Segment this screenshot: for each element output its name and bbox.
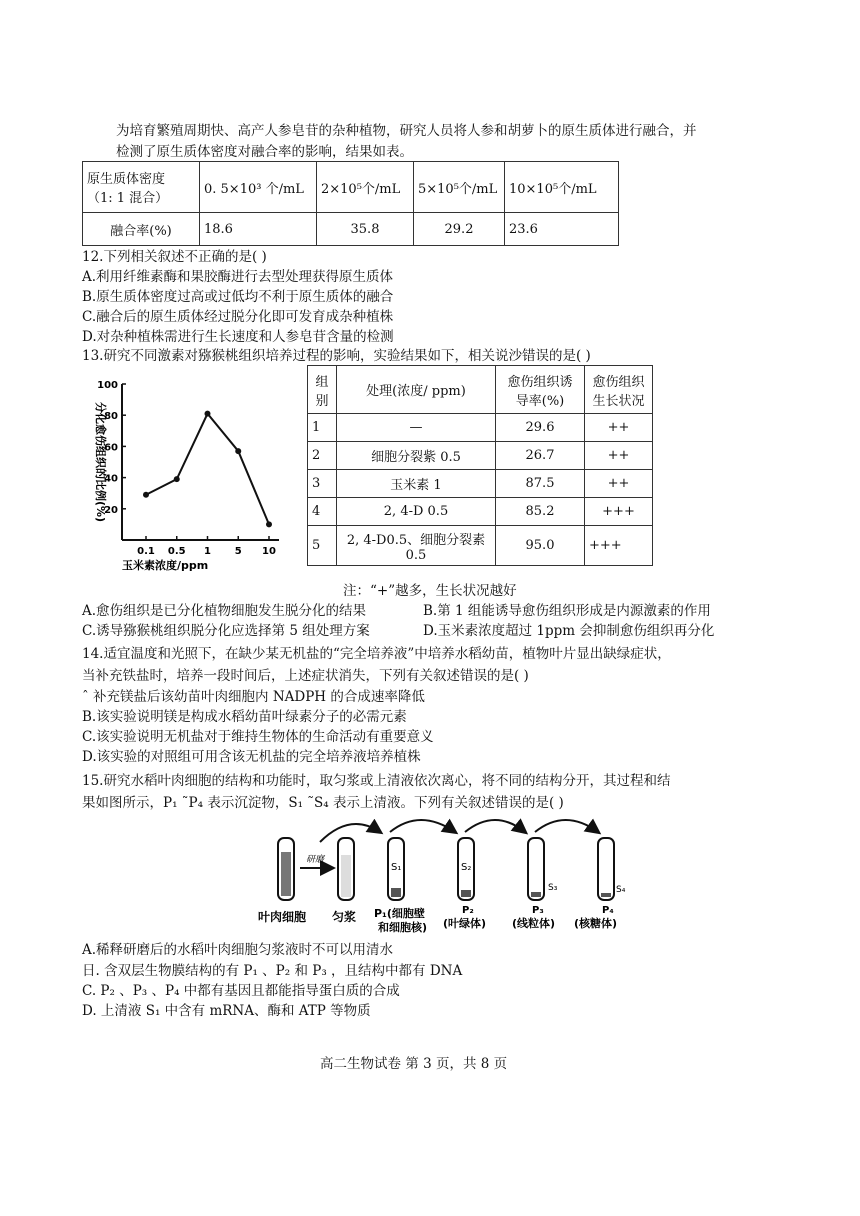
row4-growth: +++ — [585, 498, 653, 526]
chart-ticks — [97, 380, 276, 557]
data-point — [174, 476, 180, 482]
p4-sublabel: (核糖体) — [574, 917, 618, 930]
table-row — [308, 414, 653, 442]
q12-option-b: B.原生质体密度过高或过低均不利于原生质体的融合 — [82, 289, 394, 305]
row3-treat: 玉米素 1 — [337, 470, 496, 498]
density-header-line1: 原生质体密度 — [87, 172, 166, 187]
x-tick-label: 0.5 — [167, 546, 186, 557]
row5-growth: +++ — [585, 526, 653, 566]
hormone-table — [307, 365, 653, 566]
row4-group: 4 — [308, 498, 337, 526]
s4-label: S₄ — [616, 885, 626, 895]
homogenate-contents — [341, 855, 351, 897]
q15-option-a: A.稀释研磨后的水稻叶肉细胞匀浆液时不可以用清水 — [82, 942, 394, 958]
q12-stem: 12.下列相关叙述不正确的是( ) — [82, 249, 267, 265]
q13-option-d: D.玉米素浓度超过 1ppm 会抑制愈伤组织再分化 — [423, 623, 715, 639]
s1-label: S₁ — [391, 862, 402, 873]
x-tick-label: 5 — [234, 546, 242, 557]
data-point — [266, 521, 272, 527]
rate-header: 融合率(%) — [83, 213, 200, 246]
x-tick-label: 10 — [262, 546, 276, 557]
q14-option-c: C.该实验说明无机盐对于维持生物体的生命活动有重要意义 — [82, 729, 434, 745]
q14-stem-2: 当补充铁盐时，培养一段时间后，上述症状消失，下列有关叙述错误的是( ) — [82, 668, 529, 684]
q15-option-b: 日. 含双层生物膜结构的有 P₁ 、P₂ 和 P₃ ，且结构中都有 DNA — [82, 963, 463, 979]
p3-pellet — [531, 892, 541, 897]
p3-label: P₃ — [532, 905, 544, 916]
h-growth — [585, 366, 653, 414]
q14-stem-1: 14.适宜温度和光照下，在缺少某无机盐的“完全培养液”中培养水稻幼苗，植物叶片显出缺绿症状， — [82, 646, 671, 662]
chart-series — [143, 411, 272, 528]
table-row — [308, 470, 653, 498]
h-growth-2: 生长状况 — [592, 393, 645, 409]
table-row — [308, 442, 653, 470]
h-rate-2: 导率(%) — [515, 393, 565, 409]
chart-axes — [122, 384, 279, 540]
q15-stem-1: 15.研究水稻叶肉细胞的结构和功能时，取匀浆或上清液依次离心，将不同的结构分开，其过程和结 — [82, 773, 671, 789]
x-tick-label: 0.1 — [137, 546, 155, 557]
series-line — [146, 414, 269, 525]
row3-rate: 87.5 — [496, 470, 585, 498]
row4-treat: 2, 4-D 0.5 — [337, 498, 496, 526]
arrow-arc-3 — [465, 820, 525, 832]
q14-option-a: ˆ 补充镁盐后该幼苗叶肉细胞内 NADPH 的合成速率降低 — [82, 689, 425, 705]
table-row — [308, 526, 653, 566]
p1-sublabel: 和细胞核) — [378, 921, 428, 934]
y-tick-label: 20 — [104, 504, 118, 516]
x-tick-label: 1 — [204, 546, 211, 557]
q15-option-d: D. 上清液 S₁ 中含有 mRNA、酶和 ATP 等物质 — [82, 1003, 371, 1019]
q13-note: 注：“+”越多，生长状况越好 — [343, 583, 517, 599]
s3-label: S₃ — [548, 883, 558, 893]
q14-option-b: B.该实验说明镁是构成水稻幼苗叶绿素分子的必需元素 — [82, 709, 407, 725]
y-tick-label: 40 — [104, 473, 118, 485]
row4-rate: 85.2 — [496, 498, 585, 526]
row2-growth: ++ — [585, 442, 653, 470]
h-rate — [496, 366, 585, 414]
q15-option-c: C. P₂ 、P₃ 、P₄ 中都有基因且都能指导蛋白质的合成 — [82, 983, 400, 999]
q13-stem: 13.研究不同激素对猕猴桃组织培养过程的影响，实验结果如下，相关说沙错误的是( ) — [82, 348, 591, 364]
h-group-2: 别 — [315, 393, 329, 409]
x-axis-label: 玉米素浓度/ppm — [122, 559, 209, 572]
row1-rate: 29.6 — [496, 414, 585, 442]
centrifuge-diagram — [250, 810, 630, 935]
y-axis-label: 分化愈伤组织的比例(%) — [94, 401, 107, 523]
p2-label: P₂ — [462, 905, 474, 916]
fusion-rate-table — [82, 161, 619, 246]
h-group-1: 组 — [315, 374, 329, 390]
rate-cell-1: 18.6 — [200, 213, 317, 246]
p2-pellet — [461, 890, 471, 897]
p4-pellet — [601, 893, 611, 897]
density-cell-3: 5×10⁵个/mL — [414, 162, 505, 213]
density-header — [83, 162, 200, 213]
tube-p4 — [598, 838, 614, 900]
page-footer: 高二生物试卷 第 3 页，共 8 页 — [320, 1056, 508, 1072]
row5-treat-line1: 2, 4-D0.5、细胞分裂素 — [346, 532, 486, 548]
y-tick-label: 80 — [104, 411, 118, 423]
row3-growth: ++ — [585, 470, 653, 498]
y-tick-label: 100 — [97, 380, 118, 391]
row1-treat: — — [337, 414, 496, 442]
row3-group: 3 — [308, 470, 337, 498]
q12-option-c: C.融合后的原生质体经过脱分化即可发育成杂种植株 — [82, 309, 394, 325]
row1-growth: ++ — [585, 414, 653, 442]
p1-pellet — [391, 888, 401, 897]
table-row — [308, 498, 653, 526]
q12-option-d: D.对杂种植株需进行生长速度和人参皂苷含量的检测 — [82, 329, 394, 345]
grind-label: 研磨 — [306, 855, 325, 865]
density-cell-1: 0. 5×10³ 个/mL — [200, 162, 317, 213]
row5-treat — [337, 526, 496, 566]
density-header-line2: （1: 1 混合） — [87, 191, 169, 206]
row5-rate: 95.0 — [496, 526, 585, 566]
h-growth-1: 愈伤组织 — [592, 374, 645, 390]
row1-group: 1 — [308, 414, 337, 442]
q13-option-c: C.诱导猕猴桃组织脱分化应选择第 5 组处理方案 — [82, 623, 370, 639]
row2-group: 2 — [308, 442, 337, 470]
h-rate-1: 愈伤组织诱 — [507, 374, 573, 390]
y-tick-label: 60 — [104, 442, 118, 454]
density-cell-2: 2×10⁵个/mL — [317, 162, 414, 213]
arrow-arc-4 — [535, 820, 598, 832]
p3-sublabel: (线粒体) — [512, 917, 556, 930]
row2-treat: 细胞分裂紫 0.5 — [337, 442, 496, 470]
p2-sublabel: (叶绿体) — [443, 917, 487, 930]
intro-line-2: 检测了原生质体密度对融合率的影响，结果如表。 — [116, 144, 413, 160]
q12-option-a: A.利用纤维素酶和果胶酶进行去型处理获得原生质体 — [82, 269, 394, 285]
q13-option-b: B.第 1 组能诱导愈伤组织形成是内源激素的作用 — [423, 603, 711, 619]
p4-label: P₄ — [602, 905, 614, 916]
row5-group: 5 — [308, 526, 337, 566]
density-cell-4: 10×10⁵个/mL — [505, 162, 619, 213]
q14-option-d: D.该实验的对照组可用含该无机盐的完全培养液培养植株 — [82, 749, 421, 765]
row2-rate: 26.7 — [496, 442, 585, 470]
tube-p3 — [528, 838, 544, 900]
data-point — [143, 492, 149, 498]
q13-option-a: A.愈伤组织是已分化植物细胞发生脱分化的结果 — [82, 603, 367, 619]
row5-treat-line2: 0.5 — [405, 547, 427, 563]
rate-cell-3: 29.2 — [414, 213, 505, 246]
h-group — [308, 366, 337, 414]
q13-line-chart — [84, 372, 289, 577]
data-point — [205, 411, 211, 417]
p1-label: P₁(细胞壁 — [374, 907, 425, 920]
cell-contents — [281, 852, 291, 896]
homogenate-label: 匀浆 — [332, 910, 357, 924]
q15-stem-2: 果如图所示，P₁ ˜P₄ 表示沉淀物，S₁ ˜S₄ 表示上清液。下列有关叙述错误的是( ) — [82, 795, 564, 811]
s2-label: S₂ — [461, 862, 472, 873]
cell-label: 叶肉细胞 — [258, 910, 307, 924]
arrow-arc-2 — [390, 820, 455, 832]
rate-cell-4: 23.6 — [505, 213, 619, 246]
data-point — [235, 448, 241, 454]
h-treatment: 处理(浓度/ ppm) — [337, 366, 496, 414]
rate-cell-2: 35.8 — [317, 213, 414, 246]
intro-line-1: 为培育繁殖周期快、高产人参皂苷的杂种植物，研究人员将人参和胡萝卜的原生质体进行融合，并 — [116, 123, 697, 139]
